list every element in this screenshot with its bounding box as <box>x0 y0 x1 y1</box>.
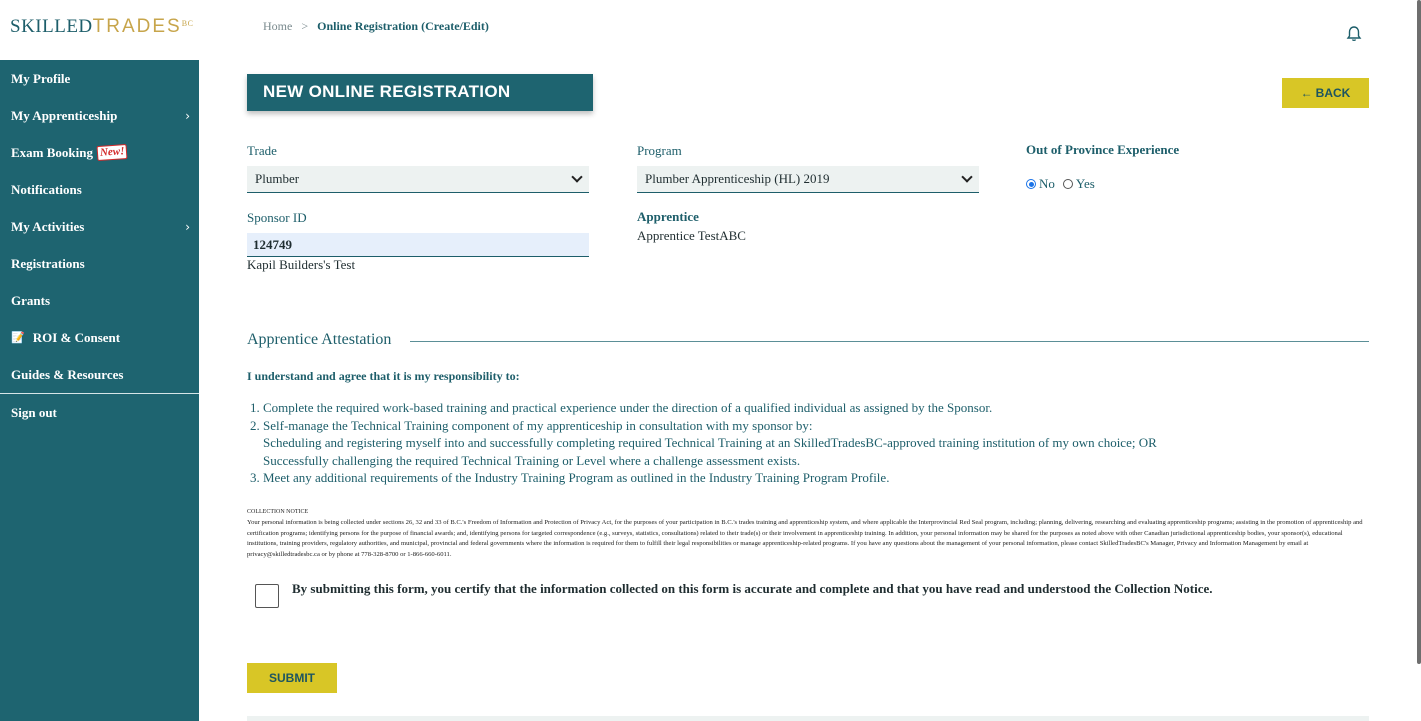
collection-notice-body: Your personal information is being collected under sections 26, 32 and 33 of B.C.'s Freedom of Information and Protection of Privacy Act, for the purposes of your participation in B.C.'s trades training and apprenticeship system, and where applicable the Interprovincial Red Seal program, including; planning, delivering, researching and evaluating apprenticeship programs; assisting in the promotion of apprenticeship and certification programs; identifying persons for the purpose of financial awards; and, identifying persons for targeted correspondence (e.g., surveys, statistics, consultations) related to their trade(s) or their involvement in apprenticeship training. In addition, your personal information may be shared for the purposes as noted above with other Canadian jurisdictional apprenticeship bodies, your sponsor(s), educational institutions, training providers, regulatory authorities, and municipal, provincial and federal governments where the information is required for them to fulfill their legal responsibilities or manage apprenticeship-related programs. If you have any questions about the management of your personal information, please contact SkilledTradesBC's Manager, Privacy and Information Management by email at privacy@skilledtradesbc.ca or by phone at 778-328-8700 or 1-866-660-6011. <box>247 519 1363 558</box>
apprentice-label: Apprentice <box>637 209 699 224</box>
logo-skilled: SKILLED <box>10 16 93 37</box>
sidebar-item-label: Exam Booking <box>11 144 93 160</box>
collection-notice-heading: COLLECTION NOTICE <box>247 509 309 515</box>
trade-label: Trade <box>247 143 277 158</box>
arrow-left-icon: ← <box>1300 86 1313 100</box>
program-select-value: Plumber Apprenticeship (HL) 2019 <box>645 171 830 186</box>
sidebar-item-label: Sign out <box>11 404 57 420</box>
breadcrumb-current: Online Registration (Create/Edit) <box>317 19 489 33</box>
page-scrollbar[interactable] <box>1417 0 1421 664</box>
logo-trades: TRADES <box>92 16 182 37</box>
page-title: NEW ONLINE REGISTRATION <box>247 74 593 111</box>
sponsor-name: Kapil Builders's Test <box>247 257 356 272</box>
attestation-list <box>250 399 1157 487</box>
sidebar-item-sign-out[interactable] <box>0 394 199 431</box>
breadcrumb-home[interactable]: Home <box>263 19 293 33</box>
attestation-item-2a: Scheduling and registering myself into and successfully completing required Technical Training at an SkilledTradesBC-approved training institution of my own choice; OR <box>263 435 1157 450</box>
chevron-down-icon <box>571 171 582 182</box>
breadcrumb <box>263 19 489 34</box>
breadcrumb-separator: > <box>301 19 309 33</box>
trade-select[interactable] <box>247 166 589 193</box>
skilledtradesbc-logo[interactable] <box>10 16 193 38</box>
certify-checkbox[interactable] <box>255 584 279 608</box>
sidebar-item-my-profile[interactable] <box>0 60 199 97</box>
sidebar-item-label: Registrations <box>11 255 85 271</box>
sidebar-item-roi-consent[interactable] <box>0 319 199 356</box>
program-label: Program <box>637 143 682 158</box>
trade-select-value: Plumber <box>255 171 300 186</box>
radio-option-no[interactable] <box>1026 176 1055 192</box>
out-of-province-label: Out of Province Experience <box>1026 142 1180 157</box>
bottom-panel-edge <box>247 716 1369 721</box>
sidebar-item-label: My Apprenticeship <box>11 107 118 123</box>
radio-option-yes[interactable] <box>1063 176 1095 192</box>
sidebar-item-label: ROI & Consent <box>32 329 121 345</box>
chevron-right-icon: › <box>185 108 190 123</box>
back-button-label: BACK <box>1315 86 1351 100</box>
attestation-item-2b: Successfully challenging the required Technical Training or Level where a challenge assessment exists. <box>263 452 801 468</box>
new-badge: New! <box>97 144 128 161</box>
attestation-intro: I understand and agree that it is my responsibility to: <box>247 369 520 383</box>
certify-text: By submitting this form, you certify that the information collected on this form is accurate and complete and that you have read and understood the Collection Notice. <box>292 581 1213 596</box>
sidebar-item-registrations[interactable] <box>0 245 199 282</box>
attestation-item-2: 2. Self-manage the Technical Training component of my apprenticeship in consultation with my sponsor by: <box>250 417 813 433</box>
attestation-item-1: 1. Complete the required work-based training and practical experience under the direction of a qualified individual as assigned by the Sponsor. <box>250 400 993 415</box>
attestation-section-title: Apprentice Attestation <box>247 331 392 348</box>
sidebar-item-guides-resources[interactable] <box>0 356 199 393</box>
edit-document-icon: 📝 <box>11 331 25 344</box>
apprentice-name: Apprentice TestABC <box>637 228 746 243</box>
notification-bell-icon[interactable] <box>1346 25 1362 43</box>
sidebar-item-label: Notifications <box>11 181 82 197</box>
radio-no[interactable] <box>1026 179 1036 189</box>
sidebar-item-notifications[interactable] <box>0 171 199 208</box>
radio-yes-label: Yes <box>1075 176 1095 191</box>
radio-no-label: No <box>1039 176 1055 191</box>
logo-bc: BC <box>181 19 194 28</box>
program-select[interactable] <box>637 166 979 193</box>
sponsor-id-label: Sponsor ID <box>247 210 307 225</box>
radio-yes[interactable] <box>1063 179 1073 189</box>
sidebar <box>0 60 199 721</box>
sidebar-item-my-activities[interactable] <box>0 208 199 245</box>
sidebar-item-grants[interactable] <box>0 282 199 319</box>
submit-button[interactable]: SUBMIT <box>247 663 337 693</box>
sponsor-id-input[interactable] <box>247 233 589 257</box>
sidebar-item-label: Guides & Resources <box>11 366 124 382</box>
out-of-province-radio-group <box>1026 176 1099 192</box>
chevron-down-icon <box>961 171 972 182</box>
sidebar-item-label: My Profile <box>11 70 71 86</box>
sidebar-item-exam-booking[interactable] <box>0 134 199 171</box>
back-button[interactable] <box>1282 78 1369 108</box>
sidebar-item-label: My Activities <box>11 218 85 234</box>
sidebar-item-my-apprenticeship[interactable] <box>0 97 199 134</box>
attestation-item-3: 3. Meet any additional requirements of the Industry Training Program as outlined in the Industry Training Program Profile. <box>250 470 890 485</box>
section-divider <box>410 341 1369 342</box>
chevron-right-icon: › <box>185 219 190 234</box>
sidebar-item-label: Grants <box>11 292 50 308</box>
